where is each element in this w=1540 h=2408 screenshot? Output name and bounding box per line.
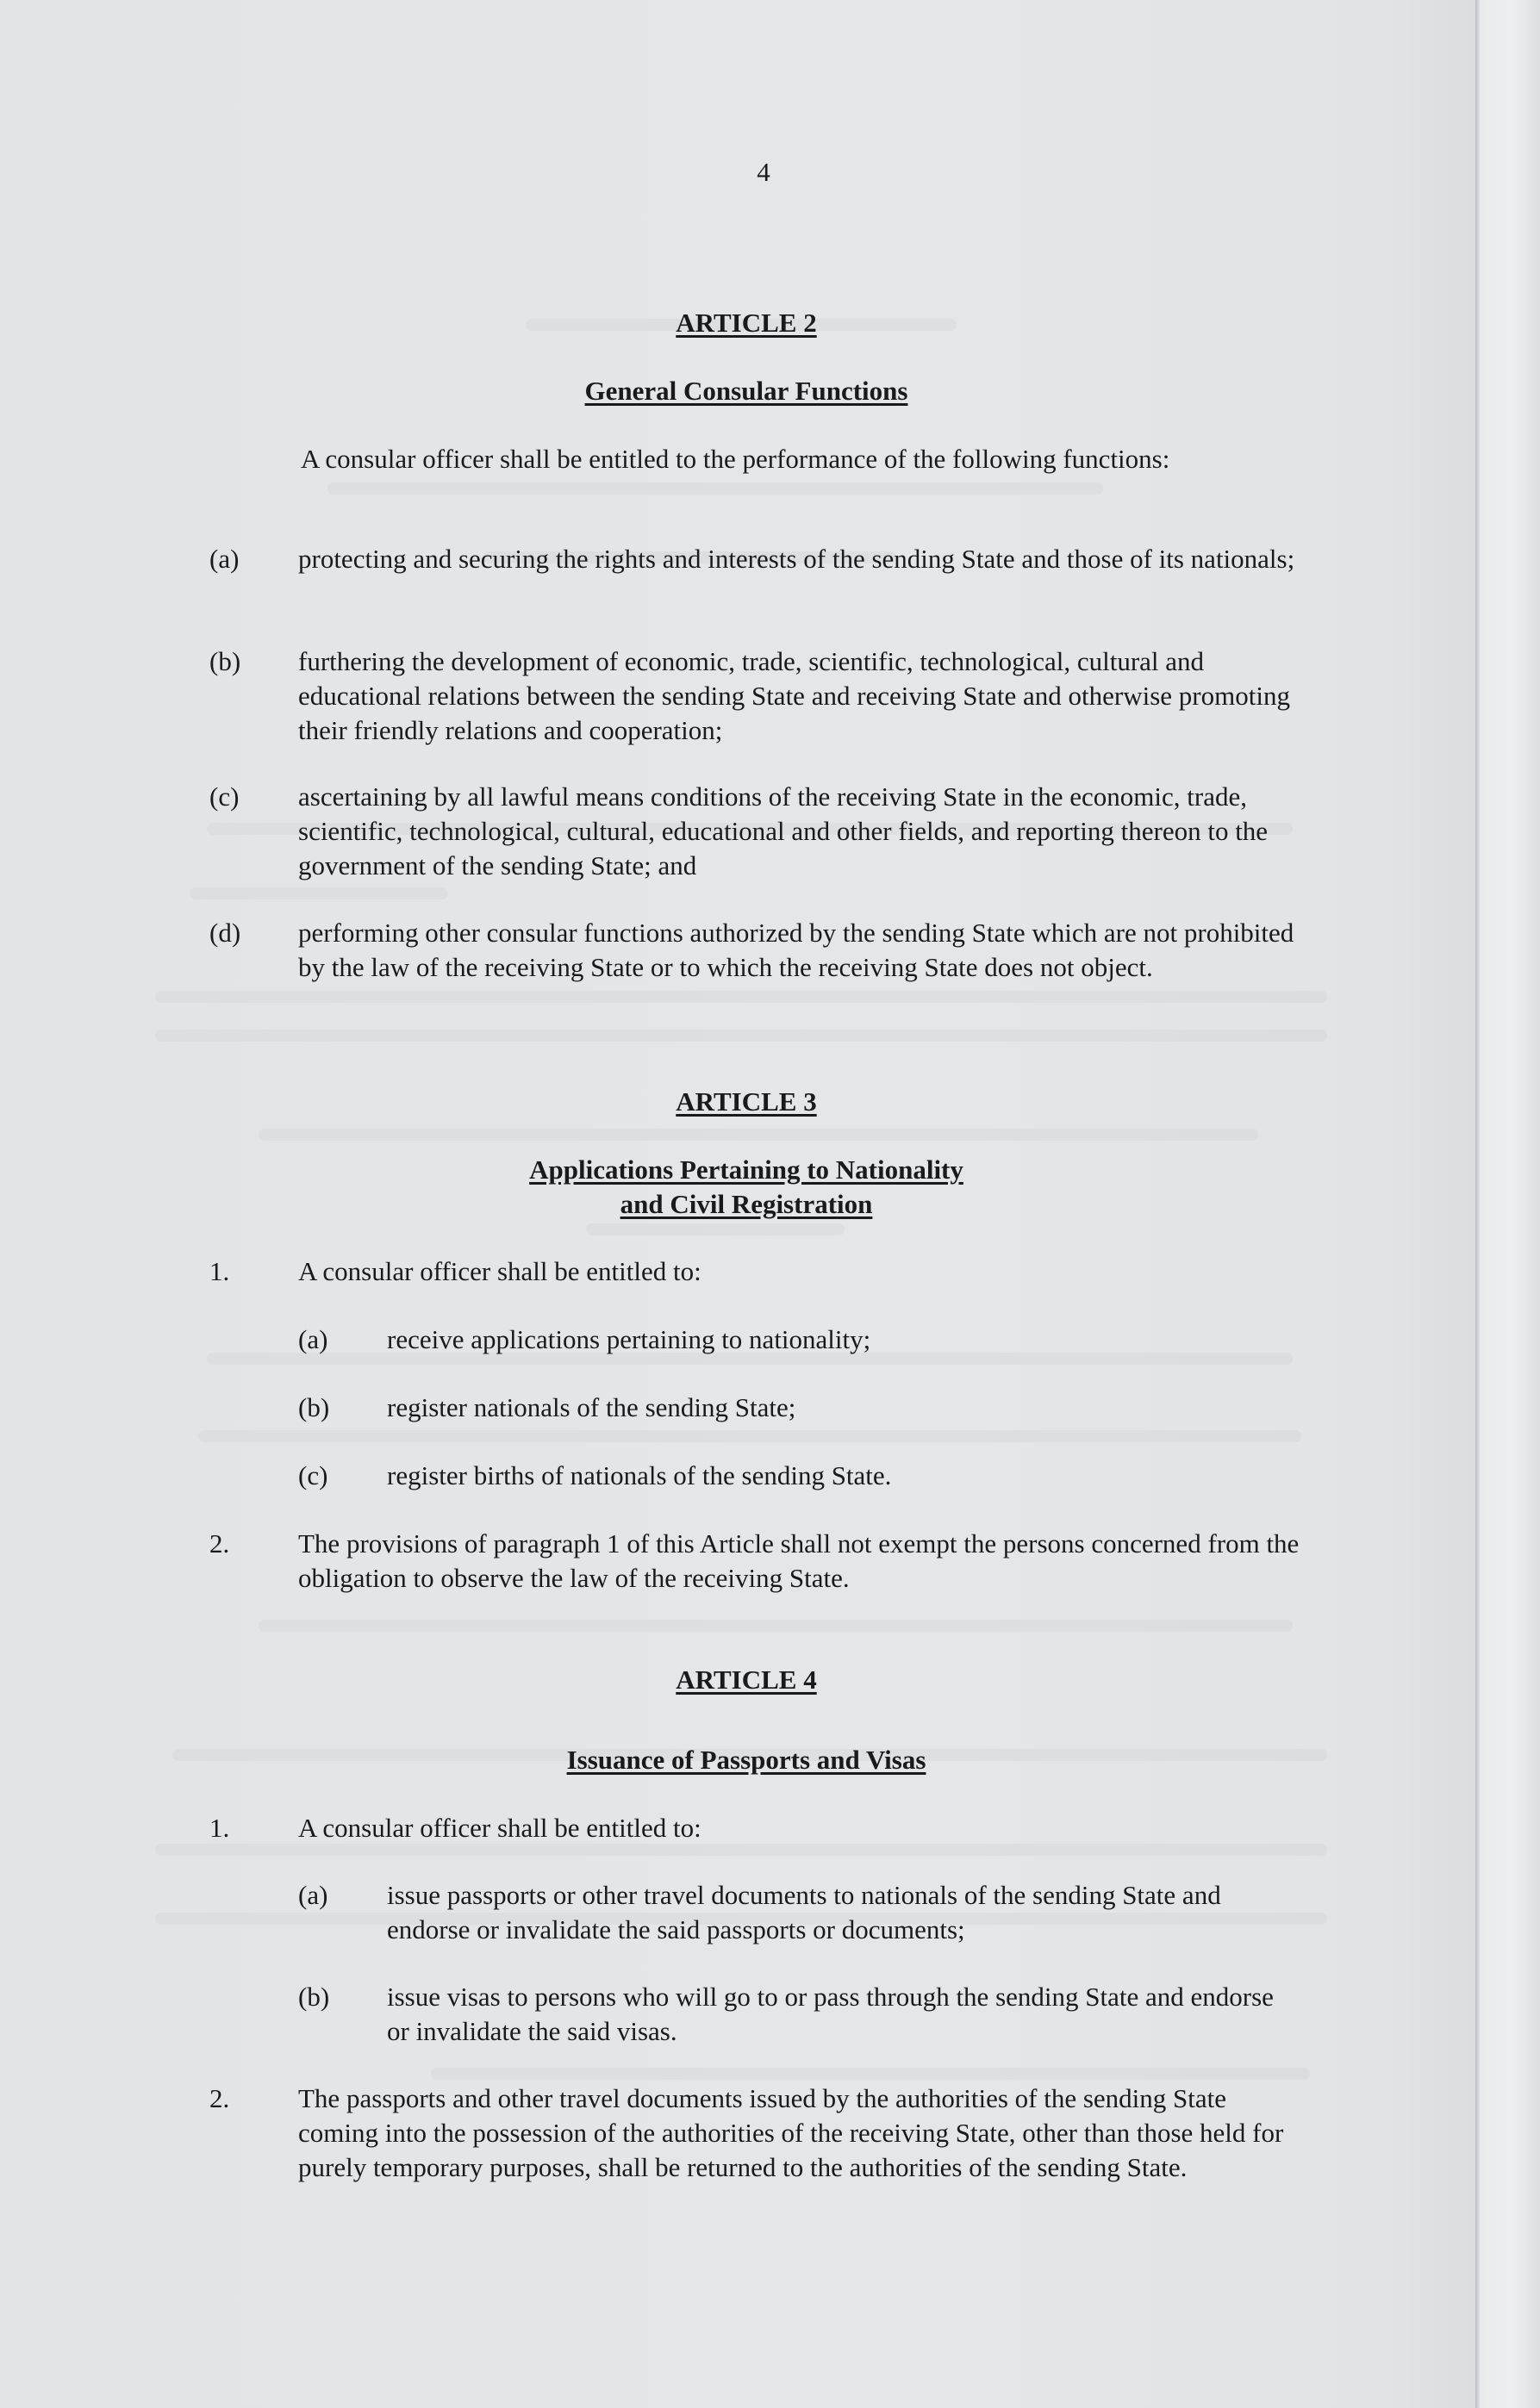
article-2-item-text: performing other consular functions authorized by the sending State which are not prohibited by the law of the receiving State or to which the receiving State does not object. [298, 918, 1294, 982]
article-4-item-label: (a) [298, 1880, 328, 1910]
article-4-paragraph-2-number: 2. [209, 2083, 230, 2113]
article-2-subheading: General Consular Functions [584, 376, 908, 406]
article-3-item-label: (b) [298, 1392, 330, 1422]
article-4-paragraph-1-text: A consular officer shall be entitled to: [298, 1813, 701, 1843]
article-3-paragraph-2-text: The provisions of paragraph 1 of this Article shall not exempt the persons concerned from the obligation to observe the law of the receiving State. [298, 1528, 1300, 1593]
article-2-intro: A consular officer shall be entitled to the performance of the following functions: [301, 444, 1170, 474]
article-4-paragraph-2-text: The passports and other travel documents issued by the authorities of the sending State coming into the possession of the authorities of the receiving State, other than those held for purely temporary purposes, shall be returned to the authorities of the sending State. [298, 2083, 1284, 2182]
article-2-heading: ARTICLE 2 [676, 308, 817, 338]
article-2-item-label: (b) [209, 646, 241, 676]
article-4-subheading: Issuance of Passports and Visas [566, 1745, 926, 1775]
article-3-subheading-line-2: and Civil Registration [620, 1189, 873, 1219]
article-3-item-label: (a) [298, 1324, 328, 1354]
page-number: 4 [757, 157, 770, 187]
article-2-item-text: ascertaining by all lawful means conditions of the receiving State in the economic, trade, scientific, technological, cultural, educational and other fields, and reporting thereon to the government of the sending State; and [298, 781, 1269, 880]
article-3-paragraph-1-text: A consular officer shall be entitled to: [298, 1256, 701, 1286]
article-3-item-text: register births of nationals of the sending State. [387, 1460, 892, 1490]
article-4-item-text: issue visas to persons who will go to or pass through the sending State and endorse or invalidate the said visas. [387, 1982, 1274, 2046]
article-3-subheading-line-1: Applications Pertaining to Nationality [529, 1154, 963, 1185]
article-2-item-label: (c) [209, 781, 240, 812]
article-4-item-label: (b) [298, 1982, 330, 2012]
article-4-item-text: issue passports or other travel documents to nationals of the sending State and endorse or invalidate the said passports or documents; [387, 1880, 1221, 1944]
article-4-paragraph-1-number: 1. [209, 1813, 230, 1843]
article-2-item-label: (d) [209, 918, 241, 948]
article-3-paragraph-2-number: 2. [209, 1528, 230, 1559]
article-3-heading: ARTICLE 3 [676, 1086, 817, 1117]
article-2-item-text: protecting and securing the rights and interests of the sending State and those of its nationals; [298, 544, 1295, 574]
article-3-item-label: (c) [298, 1460, 328, 1490]
article-3-item-text: register nationals of the sending State; [387, 1392, 796, 1422]
article-4-heading: ARTICLE 4 [676, 1664, 817, 1695]
article-3-paragraph-1-number: 1. [209, 1256, 230, 1286]
article-2-item-text: furthering the development of economic, trade, scientific, technological, cultural and educational relations between the sending State and receiving State and otherwise promoting their friendly relations and cooperation; [298, 646, 1290, 745]
article-2-item-label: (a) [209, 544, 240, 574]
article-3-item-text: receive applications pertaining to nationality; [387, 1324, 871, 1354]
